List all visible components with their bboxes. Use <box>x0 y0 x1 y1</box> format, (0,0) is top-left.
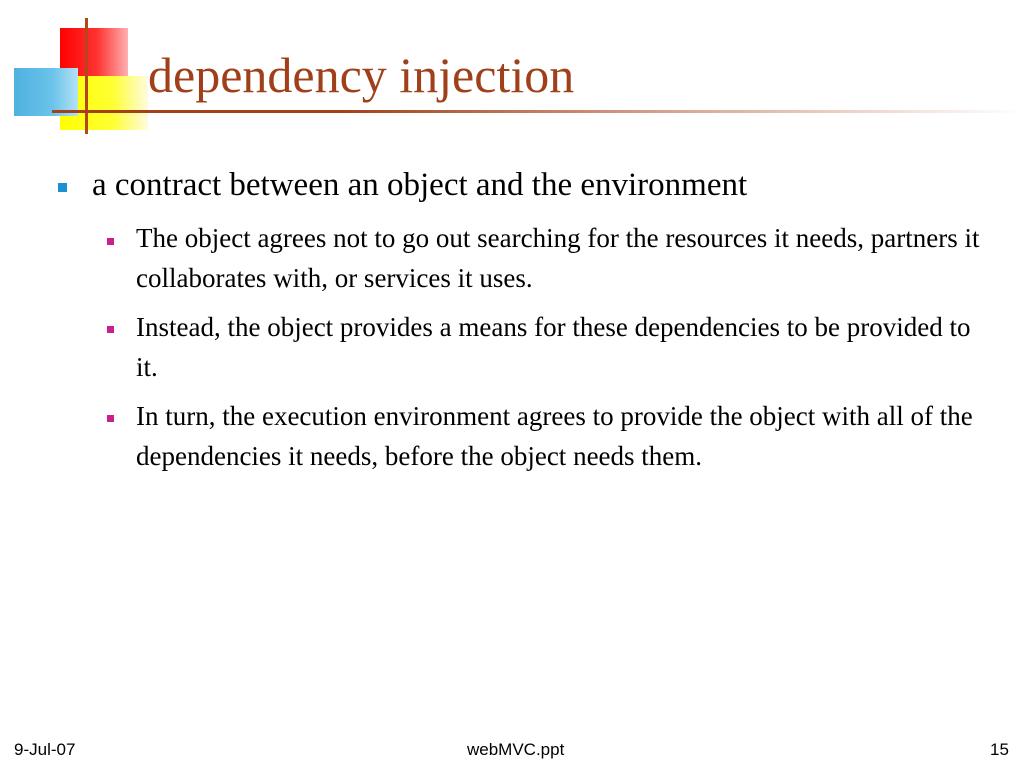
sub-bullet-text: In turn, the execution environment agrees to provide the object with all of the dependencies it needs, before the object needs them. <box>136 401 973 471</box>
sub-bullet-text: Instead, the object provides a means for these dependencies to be provided to it. <box>136 312 971 382</box>
bullet-icon-level2 <box>107 238 114 245</box>
bullet-level1-text: a contract between an object and the environment <box>92 167 748 203</box>
bullet-icon-level2 <box>107 415 114 422</box>
title-underline <box>52 110 1024 113</box>
footer-page-number: 15 <box>990 740 1009 759</box>
footer-filename: webMVC.ppt <box>467 740 565 759</box>
bullet-icon-level2 <box>107 326 114 333</box>
logo-vertical-line <box>85 18 88 134</box>
bullet-icon-level1 <box>58 183 67 192</box>
sub-bullet-text: The object agrees not to go out searching for the resources it needs, partners it collaborates with, or services it uses. <box>136 223 980 293</box>
slide-title: dependency injection <box>148 47 575 103</box>
slide-logo <box>0 0 160 140</box>
footer-date: 9-Jul-07 <box>14 740 76 759</box>
logo-blue-square <box>14 68 78 116</box>
